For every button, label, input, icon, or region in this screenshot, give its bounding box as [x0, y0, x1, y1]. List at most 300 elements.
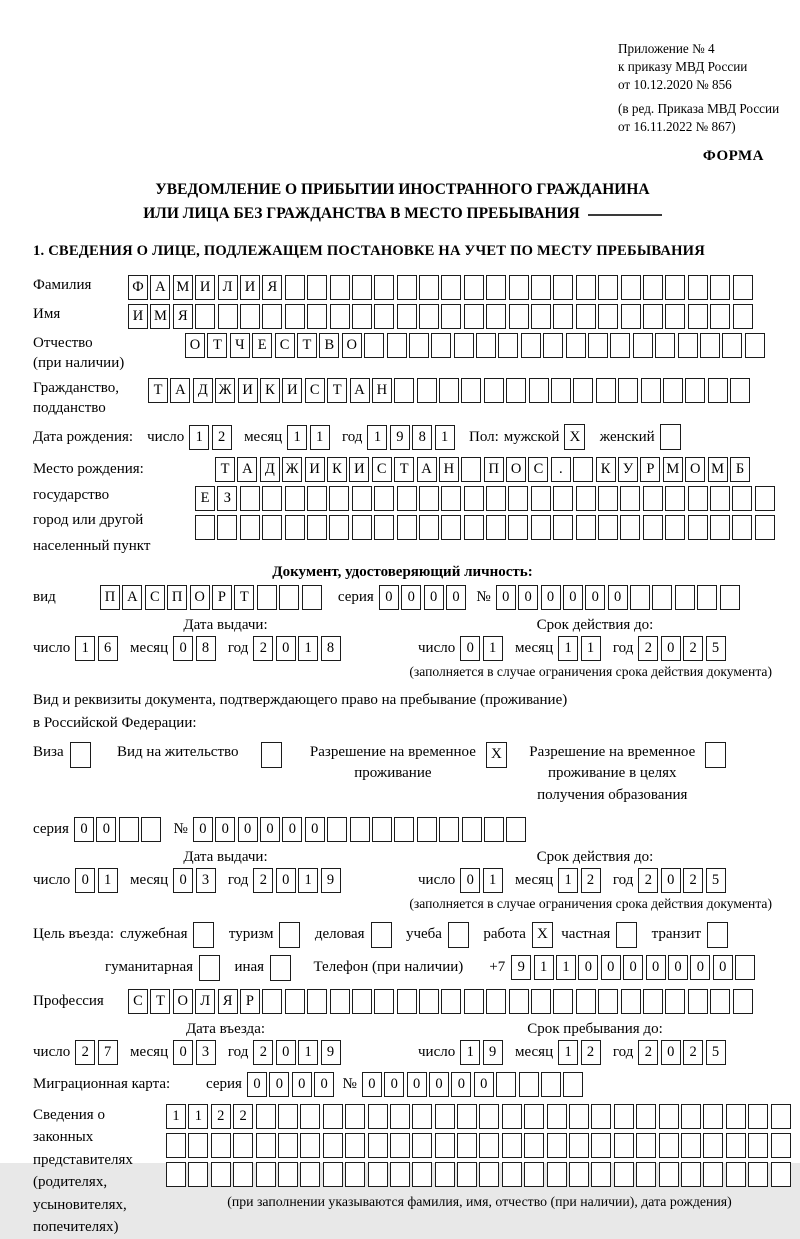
purpose-transit-label: транзит	[651, 926, 702, 943]
form-cell	[688, 515, 708, 540]
form-cell	[643, 275, 663, 300]
residence-issue-month	[173, 868, 218, 893]
form-cell: 0	[541, 585, 561, 610]
form-cell	[509, 275, 529, 300]
form-cell	[576, 515, 596, 540]
residence-series-cells	[74, 817, 164, 842]
day-label: число	[418, 1043, 456, 1060]
form-cell: У	[618, 457, 638, 482]
form-cell	[733, 989, 753, 1014]
identity-expiry-heading: Срок действия до:	[536, 617, 654, 634]
migration-number-cells	[362, 1072, 586, 1097]
appendix-line: к приказу МВД России	[618, 59, 748, 75]
form-cell	[397, 989, 417, 1014]
form-cell: С	[372, 457, 392, 482]
firstname-cells	[128, 304, 755, 329]
appendix-note	[618, 40, 779, 136]
form-cell	[345, 1133, 365, 1158]
representatives-label-line1: Сведения о	[33, 1106, 105, 1123]
form-cell: М	[708, 457, 728, 482]
form-cell: 2	[233, 1104, 253, 1129]
form-cell: А	[150, 275, 170, 300]
form-cell	[262, 486, 282, 511]
birthplace-block	[33, 457, 772, 559]
form-cell: Ж	[282, 457, 302, 482]
entry-date-heading: Дата въезда:	[185, 1020, 266, 1037]
form-cell	[364, 333, 384, 358]
form-cell	[390, 1162, 410, 1187]
form-cell	[598, 304, 618, 329]
form-cell	[547, 1104, 567, 1129]
form-cell	[464, 989, 484, 1014]
sex-female-label: женский	[599, 428, 655, 445]
form-cell	[618, 378, 638, 403]
form-cell	[598, 515, 618, 540]
form-cell: 0	[276, 1040, 296, 1065]
form-cell	[614, 1104, 634, 1129]
birthdate-month-cells	[287, 425, 332, 450]
form-title	[33, 178, 772, 226]
birthplace-label-line3: город или другой	[33, 512, 144, 529]
representatives-cells-row3	[166, 1162, 793, 1187]
form-cell	[596, 378, 616, 403]
form-cell: 9	[511, 955, 531, 980]
form-cell: О	[185, 333, 205, 358]
form-cell	[141, 817, 161, 842]
purpose-label: Цель въезда:	[33, 926, 114, 943]
form-cell: 1	[298, 636, 318, 661]
purpose-work-checkbox[interactable]	[532, 922, 555, 948]
form-cell	[300, 1104, 320, 1129]
form-cell	[660, 424, 681, 450]
form-cell: 0	[384, 1072, 404, 1097]
form-cell: Я	[262, 275, 282, 300]
form-cell	[397, 304, 417, 329]
form-cell	[454, 333, 474, 358]
citizenship-label-line2: подданство	[33, 399, 106, 416]
day-label: число	[418, 640, 456, 657]
form-cell: 0	[96, 817, 116, 842]
form-cell	[621, 275, 641, 300]
form-cell	[659, 1104, 679, 1129]
form-cell: 1	[310, 425, 330, 450]
edu-permit-label-line3: получения образования	[537, 787, 688, 804]
form-cell	[390, 1133, 410, 1158]
residence-permit-checkbox[interactable]	[261, 742, 284, 768]
representatives-note: (при заполнении указываются фамилия, имя, отчество (при наличии), дата рождения)	[227, 1193, 732, 1209]
residence-issue-heading: Дата выдачи:	[183, 848, 268, 865]
form-cell	[566, 333, 586, 358]
form-cell	[663, 378, 683, 403]
form-cell	[233, 1133, 253, 1158]
form-cell	[486, 275, 506, 300]
form-cell: 1	[298, 1040, 318, 1065]
form-cell	[256, 1133, 276, 1158]
form-cell: Т	[297, 333, 317, 358]
purpose-other-label: иная	[234, 959, 265, 976]
form-cell	[233, 1162, 253, 1187]
form-cell	[496, 1072, 516, 1097]
form-cell	[598, 486, 618, 511]
form-cell	[368, 1104, 388, 1129]
edu-permit-checkbox[interactable]	[705, 742, 728, 768]
residence-number-cells	[193, 817, 529, 842]
form-cell	[620, 515, 640, 540]
form-cell	[502, 1104, 522, 1129]
stay-month	[558, 1040, 603, 1065]
form-cell	[166, 1133, 186, 1158]
form-cell	[441, 989, 461, 1014]
form-cell: 1	[188, 1104, 208, 1129]
form-cell	[508, 515, 528, 540]
form-cell	[553, 515, 573, 540]
form-cell	[435, 1133, 455, 1158]
form-cell	[462, 817, 482, 842]
form-cell	[771, 1104, 791, 1129]
entry-month	[173, 1040, 218, 1065]
form-cell: 2	[638, 868, 658, 893]
form-cell	[374, 275, 394, 300]
form-cell: М	[150, 304, 170, 329]
form-cell: 2	[253, 1040, 273, 1065]
entry-year	[253, 1040, 343, 1065]
day-label: число	[33, 871, 71, 888]
profession-cells	[128, 989, 755, 1014]
form-cell	[576, 304, 596, 329]
form-cell	[307, 304, 327, 329]
purpose-business-checkbox[interactable]	[371, 922, 394, 948]
form-cell	[476, 333, 496, 358]
form-cell: С	[145, 585, 165, 610]
form-cell	[70, 742, 91, 768]
form-cell: 0	[451, 1072, 471, 1097]
form-cell	[199, 955, 220, 981]
form-cell	[441, 304, 461, 329]
form-cell	[419, 275, 439, 300]
section1-heading: 1. СВЕДЕНИЯ О ЛИЦЕ, ПОДЛЕЖАЩЕМ ПОСТАНОВКЕ НА УЧЕТ ПО МЕСТУ ПРЕБЫВАНИЯ	[33, 243, 705, 260]
form-cell: 8	[196, 636, 216, 661]
month-label: месяц	[515, 1043, 554, 1060]
stay-until-heading: Срок пребывания до:	[527, 1020, 663, 1037]
residence-date-headings	[33, 849, 772, 866]
form-cell: 0	[713, 955, 733, 980]
form-cell	[394, 378, 414, 403]
year-label: год	[227, 871, 249, 888]
form-cell: 0	[585, 585, 605, 610]
form-cell	[278, 1104, 298, 1129]
form-cell	[598, 989, 618, 1014]
form-cell: Б	[730, 457, 750, 482]
form-cell: 0	[646, 955, 666, 980]
purpose-private-checkbox[interactable]	[616, 922, 639, 948]
form-cell	[435, 1104, 455, 1129]
form-cell	[307, 989, 327, 1014]
form-cell: 1	[298, 868, 318, 893]
form-cell	[681, 1162, 701, 1187]
residence-option-visa	[33, 742, 93, 768]
purpose-other-checkbox[interactable]	[270, 955, 293, 981]
purpose-row1	[33, 922, 772, 948]
form-cell	[675, 585, 695, 610]
sex-male-label: мужской	[503, 428, 560, 445]
form-cell	[345, 1104, 365, 1129]
form-cell: 0	[247, 1072, 267, 1097]
profession-row	[33, 989, 772, 1014]
form-cell	[643, 989, 663, 1014]
form-cell	[419, 989, 439, 1014]
form-cell	[710, 515, 730, 540]
form-cell: О	[506, 457, 526, 482]
residence-options-row	[33, 742, 772, 807]
migration-card-row	[33, 1072, 772, 1097]
form-cell: 2	[253, 636, 273, 661]
purpose-tourism-checkbox[interactable]	[279, 922, 302, 948]
form-cell	[707, 922, 728, 948]
form-cell: 2	[581, 868, 601, 893]
form-cell: Е	[195, 486, 215, 511]
form-cell	[464, 304, 484, 329]
form-cell: П	[167, 585, 187, 610]
form-cell: 1	[287, 425, 307, 450]
form-cell: 0	[578, 955, 598, 980]
form-cell	[630, 585, 650, 610]
form-cell	[240, 486, 260, 511]
form-cell	[329, 486, 349, 511]
form-cell	[479, 1104, 499, 1129]
visa-checkbox[interactable]	[70, 742, 93, 768]
form-cell: Р	[640, 457, 660, 482]
form-cell: 1	[460, 1040, 480, 1065]
form-cell	[330, 989, 350, 1014]
form-cell	[573, 378, 593, 403]
form-cell: С	[128, 989, 148, 1014]
patronymic-label-line2: (при наличии)	[33, 355, 125, 372]
residence-issue-year	[253, 868, 343, 893]
form-cell	[529, 378, 549, 403]
form-cell	[345, 1162, 365, 1187]
form-cell: 9	[321, 868, 341, 893]
migration-series-cells	[247, 1072, 337, 1097]
form-cell: Т	[150, 989, 170, 1014]
representatives-label	[33, 1104, 138, 1239]
form-cell	[610, 333, 630, 358]
form-cell: 0	[460, 868, 480, 893]
form-cell: Т	[207, 333, 227, 358]
form-cell	[371, 922, 392, 948]
form-cell	[441, 275, 461, 300]
form-cell	[633, 333, 653, 358]
representatives-label-line3: представителях	[33, 1151, 133, 1168]
form-cell	[484, 378, 504, 403]
form-cell	[732, 515, 752, 540]
form-cell	[285, 515, 305, 540]
purpose-official-checkbox[interactable]	[193, 922, 216, 948]
form-cell: 0	[401, 585, 421, 610]
form-cell	[498, 333, 518, 358]
form-cell: 0	[314, 1072, 334, 1097]
form-cell	[726, 1133, 746, 1158]
sex-female-checkbox[interactable]	[660, 424, 683, 450]
identity-issue-heading: Дата выдачи:	[183, 617, 268, 634]
month-label: месяц	[244, 428, 283, 445]
form-cell: И	[349, 457, 369, 482]
form-cell: А	[122, 585, 142, 610]
form-cell	[553, 486, 573, 511]
identity-issue-day	[75, 636, 120, 661]
form-cell	[441, 515, 461, 540]
form-cell: П	[100, 585, 120, 610]
form-cell: 1	[581, 636, 601, 661]
form-title-line1: УВЕДОМЛЕНИЕ О ПРИБЫТИИ ИНОСТРАННОГО ГРАЖДАНИНА	[155, 181, 650, 198]
form-cell	[188, 1162, 208, 1187]
form-cell: 2	[75, 1040, 95, 1065]
edu-permit-label-line2: проживание в целях	[548, 765, 677, 782]
purpose-row2	[105, 955, 772, 981]
form-cell	[708, 378, 728, 403]
residence-intro-line2: в Российской Федерации:	[33, 715, 197, 732]
entry-date-headings	[33, 1021, 772, 1038]
form-cell	[641, 378, 661, 403]
form-cell: 0	[173, 636, 193, 661]
firstname-label: Имя	[33, 306, 61, 323]
form-cell	[531, 486, 551, 511]
form-cell: 7	[98, 1040, 118, 1065]
temp-permit-checkbox[interactable]	[486, 742, 509, 768]
residence-intro-line1: Вид и реквизиты документа, подтверждающего право на пребывание (проживание)	[33, 692, 568, 709]
sex-label: Пол:	[469, 428, 499, 445]
form-cell: Т	[327, 378, 347, 403]
form-cell: 1	[166, 1104, 186, 1129]
form-cell: 2	[683, 868, 703, 893]
purpose-study-checkbox[interactable]	[448, 922, 471, 948]
form-cell	[486, 989, 506, 1014]
phone-prefix: +7	[489, 959, 506, 976]
form-cell: И	[282, 378, 302, 403]
form-cell	[748, 1133, 768, 1158]
form-cell	[700, 333, 720, 358]
identity-series-cells	[379, 585, 469, 610]
representatives-label-line2: законных	[33, 1129, 94, 1146]
form-cell	[307, 515, 327, 540]
form-cell: 9	[321, 1040, 341, 1065]
temp-permit-label-line1: Разрешение на временное	[309, 743, 476, 760]
purpose-official-label: служебная	[119, 926, 188, 943]
form-cell	[374, 989, 394, 1014]
residence-series-label: серия	[33, 820, 69, 837]
identity-number-cells	[496, 585, 742, 610]
form-cell: С	[275, 333, 295, 358]
form-cell: 6	[98, 636, 118, 661]
citizenship-cells	[148, 378, 753, 403]
form-cell	[569, 1104, 589, 1129]
form-cell	[211, 1162, 231, 1187]
form-cell	[390, 1104, 410, 1129]
form-cell	[188, 1133, 208, 1158]
form-cell: С	[528, 457, 548, 482]
form-cell: 1	[556, 955, 576, 980]
form-cell: 0	[75, 868, 95, 893]
form-cell: И	[195, 275, 215, 300]
year-label: год	[612, 871, 634, 888]
patronymic-row	[33, 333, 772, 374]
form-cell: О	[342, 333, 362, 358]
form-cell: 0	[276, 636, 296, 661]
form-cell: Д	[260, 457, 280, 482]
sex-male-checkbox[interactable]	[564, 424, 587, 450]
form-cell	[166, 1162, 186, 1187]
stay-year	[638, 1040, 728, 1065]
appendix-line: от 10.12.2020 № 856	[618, 77, 732, 93]
form-cell	[659, 1133, 679, 1158]
form-cell	[620, 486, 640, 511]
form-cell: 1	[367, 425, 387, 450]
day-label: число	[33, 640, 71, 657]
form-cell	[659, 1162, 679, 1187]
form-cell: 0	[269, 1072, 289, 1097]
form-cell: 0	[305, 817, 325, 842]
purpose-private-label: частная	[561, 926, 611, 943]
residence-option-permit	[117, 742, 284, 768]
form-cell	[771, 1133, 791, 1158]
form-cell	[614, 1162, 634, 1187]
form-cell	[479, 1133, 499, 1158]
form-cell	[439, 817, 459, 842]
purpose-humanitarian-checkbox[interactable]	[199, 955, 222, 981]
form-cell	[665, 275, 685, 300]
birthplace-cells-row1	[215, 457, 777, 482]
form-cell: Н	[372, 378, 392, 403]
form-cell	[195, 304, 215, 329]
residence-number-label: №	[173, 820, 188, 837]
form-cell: 3	[196, 1040, 216, 1065]
form-cell	[279, 922, 300, 948]
purpose-work-label: работа	[483, 926, 526, 943]
form-cell	[576, 486, 596, 511]
form-cell	[240, 515, 260, 540]
form-cell	[285, 486, 305, 511]
form-cell	[726, 1162, 746, 1187]
representatives-label-line4: (родителях,	[33, 1174, 108, 1191]
form-cell	[703, 1133, 723, 1158]
form-cell	[614, 1133, 634, 1158]
form-cell: 3	[196, 868, 216, 893]
form-cell	[531, 989, 551, 1014]
birthdate-row	[33, 424, 772, 450]
form-cell	[726, 1104, 746, 1129]
month-label: месяц	[515, 640, 554, 657]
form-cell: С	[305, 378, 325, 403]
form-cell	[531, 275, 551, 300]
form-cell	[665, 486, 685, 511]
form-cell	[732, 486, 752, 511]
form-cell: 0	[424, 585, 444, 610]
form-cell	[598, 275, 618, 300]
patronymic-cells	[185, 333, 767, 358]
form-cell	[352, 275, 372, 300]
birthplace-cells-row2	[195, 486, 777, 511]
form-cell: И	[305, 457, 325, 482]
year-label: год	[341, 428, 363, 445]
form-cell	[457, 1133, 477, 1158]
year-label: год	[612, 1043, 634, 1060]
form-cell: Т	[234, 585, 254, 610]
form-cell: И	[238, 378, 258, 403]
form-cell: 5	[706, 1040, 726, 1065]
form-cell: 1	[534, 955, 554, 980]
form-cell	[524, 1104, 544, 1129]
form-cell	[302, 585, 322, 610]
purpose-transit-checkbox[interactable]	[707, 922, 730, 948]
